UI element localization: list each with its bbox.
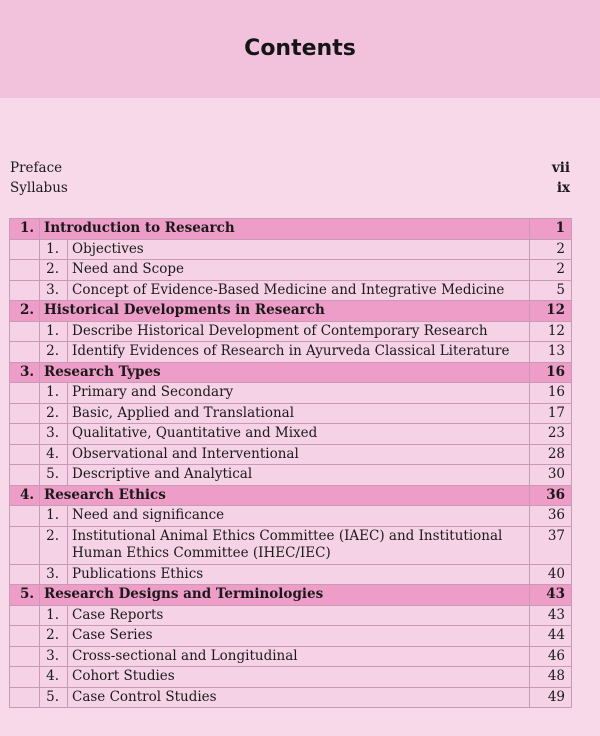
section-page: 2	[530, 260, 572, 281]
chapter-page: 36	[530, 485, 572, 506]
section-page: 44	[530, 626, 572, 647]
chapter-title: Introduction to Research	[40, 219, 530, 240]
section-title: Descriptive and Analytical	[68, 465, 530, 486]
section-row	[10, 646, 572, 667]
chapter-number: 1.	[10, 219, 40, 240]
indent-cell	[10, 280, 40, 301]
section-page: 16	[530, 383, 572, 404]
section-title: Need and Scope	[68, 260, 530, 281]
chapter-page: 12	[530, 301, 572, 322]
section-number: 5.	[40, 465, 68, 486]
section-number: 2.	[40, 342, 68, 363]
section-page: 2	[530, 239, 572, 260]
section-number: 2.	[40, 260, 68, 281]
indent-cell	[10, 646, 40, 667]
section-number: 1.	[40, 239, 68, 260]
indent-cell	[10, 506, 40, 527]
chapter-row	[10, 219, 572, 240]
front-matter-page: vii	[551, 160, 570, 176]
contents-table	[9, 218, 572, 708]
chapter-number: 3.	[10, 362, 40, 383]
chapter-page: 43	[530, 585, 572, 606]
section-number: 5.	[40, 687, 68, 708]
chapter-row	[10, 301, 572, 322]
section-number: 3.	[40, 646, 68, 667]
section-row	[10, 667, 572, 688]
section-number: 2.	[40, 626, 68, 647]
section-row	[10, 424, 572, 445]
front-matter-label: Preface	[10, 160, 63, 176]
section-number: 2.	[40, 526, 68, 564]
indent-cell	[10, 444, 40, 465]
section-title: Need and significance	[68, 506, 530, 527]
indent-cell	[10, 526, 40, 564]
indent-cell	[10, 564, 40, 585]
section-page: 49	[530, 687, 572, 708]
indent-cell	[10, 342, 40, 363]
section-row	[10, 260, 572, 281]
section-title: Identify Evidences of Research in Ayurveda Classical Literature	[68, 342, 530, 363]
chapter-row	[10, 585, 572, 606]
indent-cell	[10, 687, 40, 708]
section-title: Cohort Studies	[68, 667, 530, 688]
indent-cell	[10, 626, 40, 647]
section-title: Basic, Applied and Translational	[68, 403, 530, 424]
indent-cell	[10, 383, 40, 404]
section-row	[10, 564, 572, 585]
section-number: 3.	[40, 424, 68, 445]
section-page: 48	[530, 667, 572, 688]
section-page: 5	[530, 280, 572, 301]
section-row	[10, 465, 572, 486]
section-page: 17	[530, 403, 572, 424]
indent-cell	[10, 260, 40, 281]
section-number: 1.	[40, 605, 68, 626]
indent-cell	[10, 605, 40, 626]
chapter-page: 1	[530, 219, 572, 240]
section-row	[10, 239, 572, 260]
section-row	[10, 321, 572, 342]
chapter-number: 2.	[10, 301, 40, 322]
section-row	[10, 605, 572, 626]
indent-cell	[10, 403, 40, 424]
section-title: Observational and Interventional	[68, 444, 530, 465]
section-number: 4.	[40, 444, 68, 465]
section-title: Describe Historical Development of Contemporary Research	[68, 321, 530, 342]
front-matter-syllabus	[10, 178, 570, 198]
section-number: 1.	[40, 383, 68, 404]
section-title: Concept of Evidence-Based Medicine and Integrative Medicine	[68, 280, 530, 301]
section-title: Cross-sectional and Longitudinal	[68, 646, 530, 667]
section-row	[10, 626, 572, 647]
page-title: Contents	[244, 36, 356, 61]
section-number: 2.	[40, 403, 68, 424]
section-title: Institutional Animal Ethics Committee (IAEC) and Institutional Human Ethics Committee (IHEC/IEC)	[68, 526, 530, 564]
section-row	[10, 526, 572, 564]
section-row	[10, 342, 572, 363]
indent-cell	[10, 465, 40, 486]
section-title: Case Series	[68, 626, 530, 647]
section-page: 46	[530, 646, 572, 667]
section-page: 36	[530, 506, 572, 527]
section-title: Case Reports	[68, 605, 530, 626]
section-number: 3.	[40, 280, 68, 301]
section-page: 13	[530, 342, 572, 363]
chapter-page: 16	[530, 362, 572, 383]
section-page: 43	[530, 605, 572, 626]
section-number: 4.	[40, 667, 68, 688]
section-title: Case Control Studies	[68, 687, 530, 708]
front-matter-label: Syllabus	[10, 180, 68, 196]
indent-cell	[10, 424, 40, 445]
section-page: 12	[530, 321, 572, 342]
chapter-title: Historical Developments in Research	[40, 301, 530, 322]
chapter-row	[10, 362, 572, 383]
section-title: Primary and Secondary	[68, 383, 530, 404]
section-page: 23	[530, 424, 572, 445]
indent-cell	[10, 667, 40, 688]
chapter-row	[10, 485, 572, 506]
section-row	[10, 444, 572, 465]
section-row	[10, 280, 572, 301]
indent-cell	[10, 321, 40, 342]
front-matter-page: ix	[556, 180, 570, 196]
section-page: 37	[530, 526, 572, 564]
section-title: Qualitative, Quantitative and Mixed	[68, 424, 530, 445]
section-number: 3.	[40, 564, 68, 585]
chapter-title: Research Designs and Terminologies	[40, 585, 530, 606]
section-row	[10, 383, 572, 404]
chapter-number: 5.	[10, 585, 40, 606]
front-matter-preface	[10, 158, 570, 178]
chapter-title: Research Ethics	[40, 485, 530, 506]
section-page: 40	[530, 564, 572, 585]
section-page: 30	[530, 465, 572, 486]
section-number: 1.	[40, 321, 68, 342]
section-row	[10, 403, 572, 424]
section-number: 1.	[40, 506, 68, 527]
chapter-number: 4.	[10, 485, 40, 506]
section-title: Objectives	[68, 239, 530, 260]
chapter-title: Research Types	[40, 362, 530, 383]
section-row	[10, 687, 572, 708]
indent-cell	[10, 239, 40, 260]
section-title: Publications Ethics	[68, 564, 530, 585]
section-row	[10, 506, 572, 527]
section-page: 28	[530, 444, 572, 465]
